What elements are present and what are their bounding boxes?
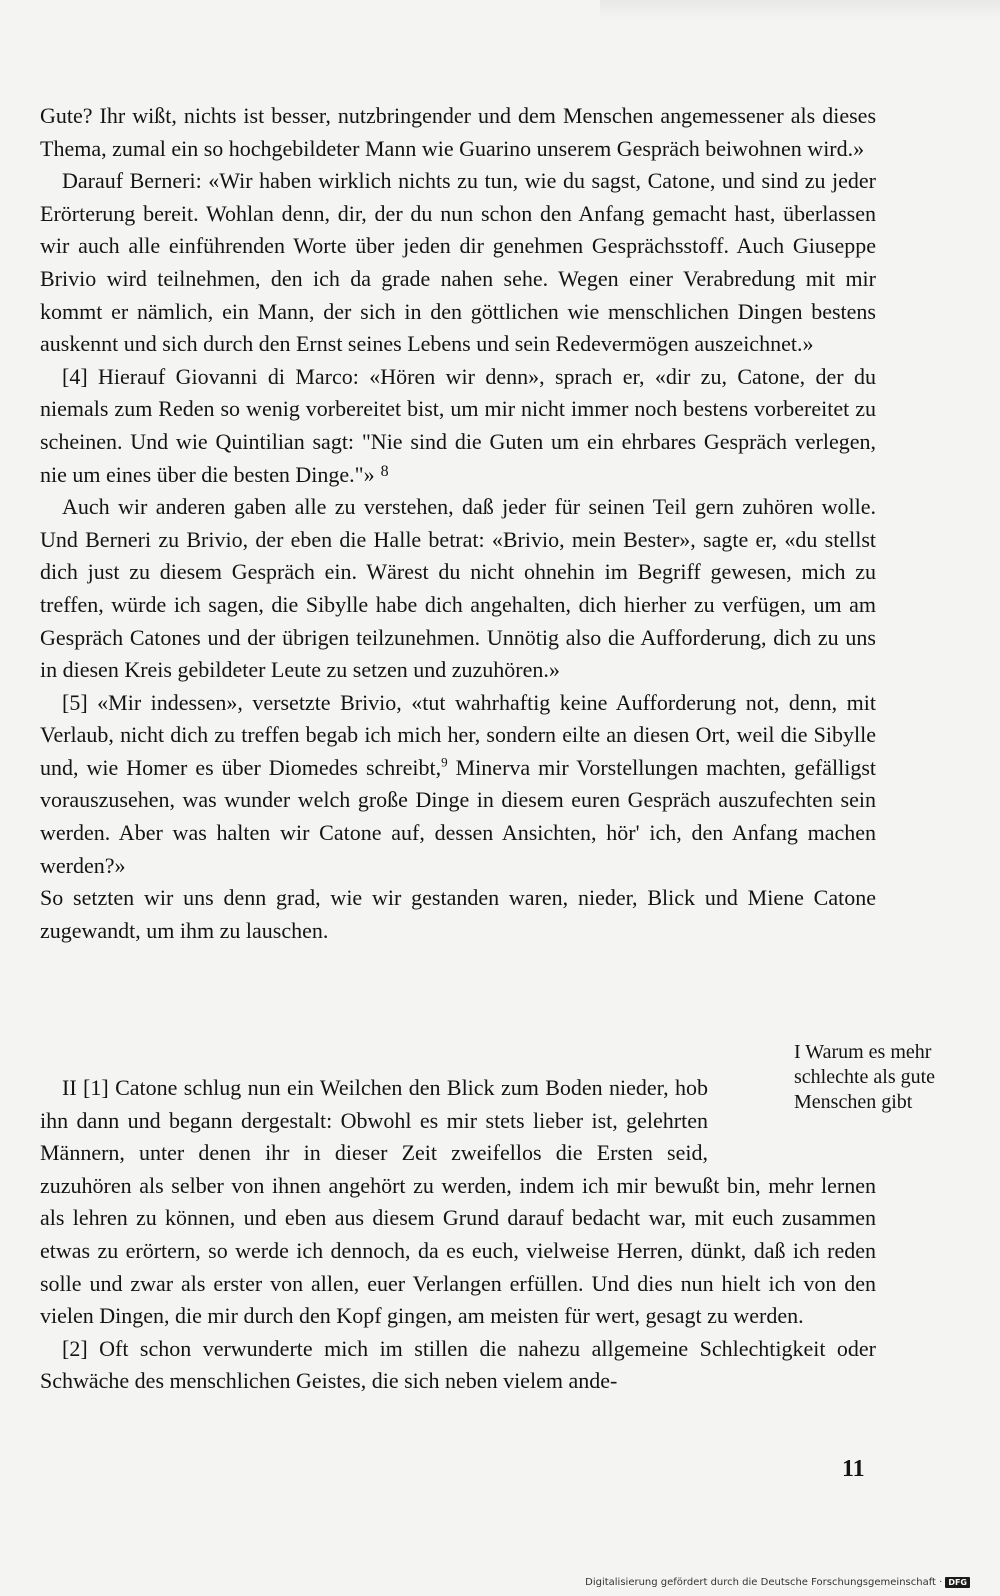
paragraph [40, 1333, 876, 1398]
margin-note-line: schlechte als gute [794, 1066, 936, 1088]
paragraph [40, 361, 876, 491]
paragraph-text: So setzten wir uns denn grad, wie wir gestanden waren, nieder, Blick und Miene Catone zugewandt, um ihm zu lauschen. [40, 885, 876, 943]
footnote-marker: 8 [380, 462, 389, 480]
section-number: II [62, 1075, 77, 1100]
margin-note-line: I Warum es mehr [794, 1041, 932, 1063]
paragraph-text: Auch wir anderen gaben alle zu verstehen, daß jeder für seinen Teil gern zuhören wolle. Und Berneri zu Brivio, der eben die Halle betrat: «Brivio, mein Bester», sagte er, «du stellst dich just zu diesem Gespräch ein. Wärest du nicht ohnehin im Begriff gewesen, mich zu treffen, würde ich sagen, die Sibylle habe dich angehalten, dich hierher zu verfügen, um am Gespräch Catones und der übrigen teilzunehmen. Unnötig also die Aufforderung, dich zu uns in diesen Kreis gebildeter Leute zu setzen und zuzuhören.» [40, 494, 876, 683]
digitization-footer [585, 1577, 970, 1588]
paragraph-text: [4] Hierauf Giovanni di Marco: «Hören wir denn», sprach er, «dir zu, Catone, der du niemals zum Reden so wenig vorbereitet bist, um mir nicht immer noch bestens vorbereitet zu scheinen. Und wie Quintilian sagt: "Nie sind die Guten um ein ehrbares Gespräch verlegen, nie um eines über die besten Dinge."» [40, 363, 876, 487]
paragraph-text: Minerva mir Vorstellungen machten, gefälligst vorauszusehen, was wunder welch große Dinge in diesem euren Gespräch auszufechten sein werden. Aber was halten wir Catone auf, dessen Ansichten, hör' ich, den Anfang machen werden?» [40, 754, 876, 878]
paragraph-text: Gute? Ihr wißt, nichts ist besser, nutzbringender und dem Menschen angemessener als dieses Thema, zumal ein so hochgebildeter Mann wie Guarino unserem Gespräch beiwohnen wird.» [40, 103, 876, 161]
paragraph [40, 165, 876, 361]
main-text-part1 [40, 100, 876, 947]
paragraph-text: Darauf Berneri: «Wir haben wirklich nichts zu tun, wie du sagst, Catone, und sind zu jeder Erörterung bereit. Wohlan denn, dir, der du nun schon den Anfang gemacht hast, überlassen wir auch alle einführenden Worte über jeden dir genehmen Gesprächsstoff. Auch Giuseppe Brivio wird teilnehmen, den ich da grade nahen sehe. Wegen einer Verabredung mit mir kommt er nämlich, ein Mann, der sich in den göttlichen wie menschlichen Dingen bestens auskennt und sich durch den Ernst seines Lebens und sein Redevermögen auszeichnet.» [40, 168, 876, 357]
footnote-marker: 9 [441, 754, 448, 770]
paragraph [40, 1072, 876, 1333]
margin-note [788, 1040, 984, 1115]
paragraph-text: [1] Catone schlug nun ein Weilchen den Blick zum Boden nieder, hob ihn dann und begann dergestalt: Obwohl es mir stets lieber ist, gelehrten Männern, unter denen ihr in dieser Zeit zweifellos die Ersten seid, zuzuhören als selber von ihnen angehört zu werden, indem ich mir bewußt bin, mehr lernen als lehren zu können, und eben aus diesem Grund darauf bedacht war, mit euch zusammen etwas zu erörtern, so werde ich dennoch, da es euch, vielweise Herren, dünkt, daß ich reden solle und zwar als erster von allen, euer Verlangen erfüllen. Und dies nun hielt ich von den vielen Dingen, die mir durch den Kopf gingen, am meisten für wert, gesagt zu werden. [40, 1075, 876, 1329]
margin-note-line: Menschen gibt [794, 1091, 913, 1113]
main-text-part2 [40, 1072, 876, 1398]
dfg-logo: DFG [945, 1577, 970, 1588]
footer-text: Digitalisierung gefördert durch die Deutsche Forschungsgemeinschaft · [585, 1577, 943, 1588]
paragraph [40, 100, 876, 165]
paragraph-text: [2] Oft schon verwunderte mich im stillen die nahezu allgemeine Schlechtigkeit oder Schwäche des menschlichen Geistes, die sich neben vielem ande- [40, 1335, 876, 1394]
paragraph [40, 882, 876, 947]
paragraph [40, 491, 876, 687]
paragraph-text: [5] «Mir indessen», versetzte Brivio, «tut wahrhaftig keine Aufforderung not, denn, mit Verlaub, nicht dich zu treffen begab ich mich her, sondern eilte an diesen Ort, weil die Sibylle und, wie Homer es über Diomedes schreibt, [40, 689, 876, 780]
paragraph [40, 687, 876, 883]
page-number: 11 [842, 1456, 865, 1482]
scan-edge-shadow [600, 0, 1000, 20]
